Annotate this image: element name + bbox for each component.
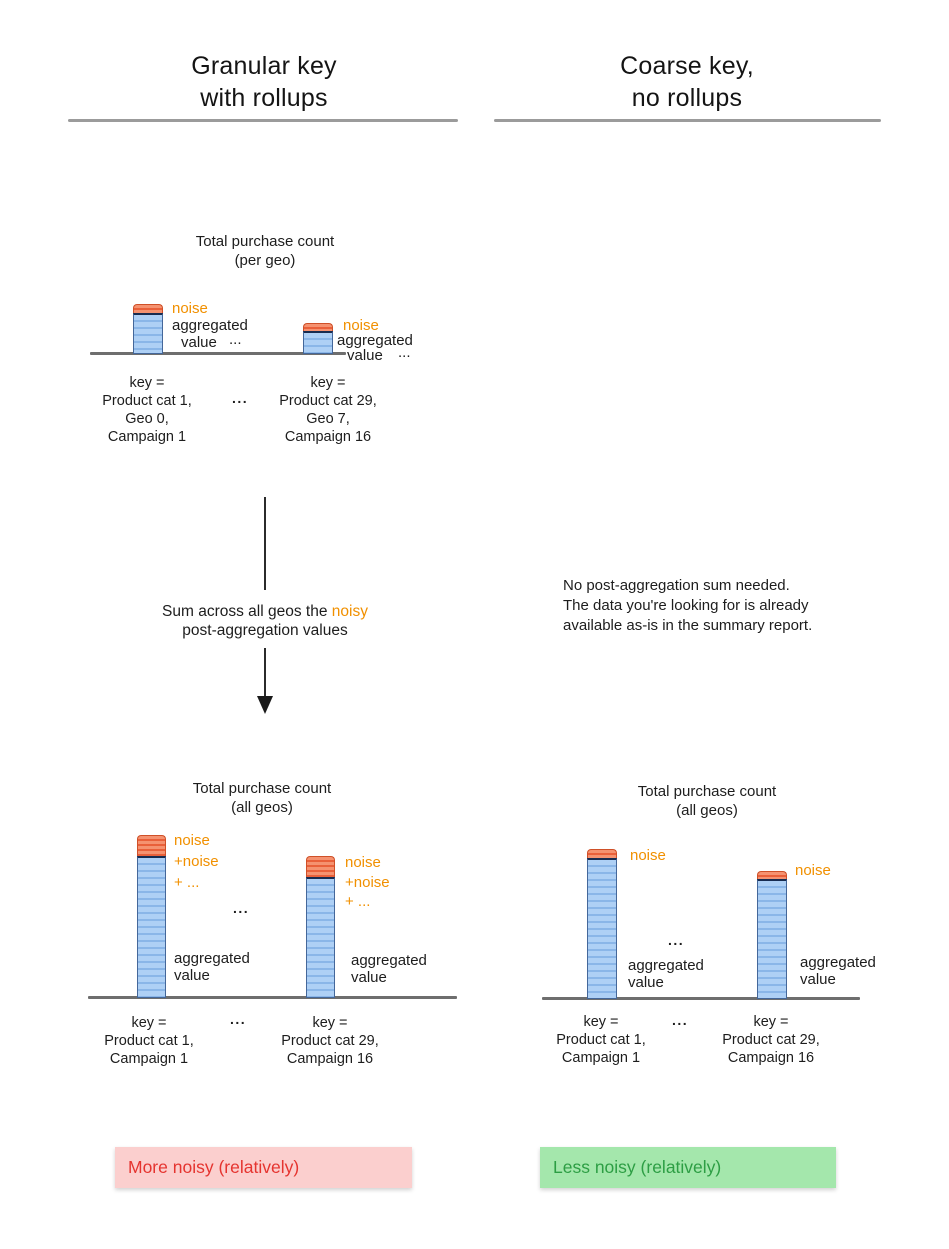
bottom-left-bar-1	[137, 835, 166, 998]
bl-bar2-agg-label1: aggregated	[351, 952, 427, 969]
less-noisy-badge-label: Less noisy (relatively)	[553, 1157, 722, 1177]
top-left-key-2: key = Product cat 29, Geo 7, Campaign 16	[279, 375, 377, 445]
bottom-right-bar-2	[757, 871, 787, 999]
left-header-divider	[68, 119, 458, 122]
sum-caption-noisy: noisy	[331, 603, 368, 620]
bottom-left-key-1: key = Product cat 1, Campaign 1	[104, 1015, 194, 1067]
bl-bar2-agg-label2: value	[351, 969, 387, 986]
aggregated-value-bar	[757, 879, 787, 999]
bottom-left-title-line1: Total purchase count	[192, 780, 332, 797]
top-left-chart-title	[145, 232, 385, 270]
bl-bar1-agg-label2: value	[174, 967, 210, 984]
noise-cap	[757, 871, 787, 879]
top-left-bar1-dots: ...	[229, 331, 242, 348]
sum-caption-line2: post-aggregation values	[182, 622, 348, 639]
top-left-title-line1: Total purchase count	[195, 233, 335, 250]
bottom-left-key-2: key = Product cat 29, Campaign 16	[281, 1015, 379, 1067]
bl-bar1-noise1: noise	[174, 832, 210, 849]
less-noisy-badge	[540, 1147, 836, 1188]
bottom-left-keys-dots: ...	[230, 1011, 247, 1027]
top-left-bar2-agg-label2: value	[347, 347, 383, 364]
right-header-line2: no rollups	[631, 84, 743, 112]
bottom-left-title-line2: (all geos)	[231, 799, 293, 816]
top-left-bar-2	[303, 323, 333, 354]
aggregated-value-bar	[133, 313, 163, 354]
noise-cap	[133, 304, 163, 313]
aggregated-value-bar	[587, 858, 617, 999]
left-header-line2: with rollups	[200, 84, 328, 112]
sum-caption-prefix: Sum across all geos the	[162, 603, 328, 620]
bottom-right-title-line1: Total purchase count	[637, 783, 777, 800]
top-left-title-line2: (per geo)	[234, 252, 296, 269]
noise-cap	[303, 323, 333, 331]
top-left-bar2-noise-label: noise	[343, 317, 379, 334]
bottom-left-bar-2	[306, 856, 335, 998]
right-column-header	[492, 50, 882, 114]
top-left-bar1-agg-label2: value	[181, 334, 217, 351]
br-bar2-agg-label2: value	[800, 971, 836, 988]
bl-bar2-noise2: +noise	[345, 874, 390, 891]
right-header-line1: Coarse key,	[620, 52, 754, 80]
top-left-bar1-noise-label: noise	[172, 300, 208, 317]
stacked-noise-cap	[137, 835, 166, 856]
br-bar1-agg-label2: value	[628, 974, 664, 991]
top-left-key-1: key = Product cat 1, Geo 0, Campaign 1	[102, 375, 192, 445]
top-left-keys-dots: ...	[232, 390, 249, 406]
down-arrowhead-icon	[257, 696, 273, 714]
bl-bar1-agg-label1: aggregated	[174, 950, 250, 967]
bottom-right-bar-1	[587, 849, 617, 999]
bl-bar2-noise1: noise	[345, 854, 381, 871]
aggregated-value-bar	[137, 856, 166, 998]
top-left-bar2-dots: ...	[398, 344, 411, 361]
stacked-noise-cap	[306, 856, 335, 877]
more-noisy-badge-label: More noisy (relatively)	[128, 1157, 300, 1177]
arrow-upper-segment	[264, 497, 266, 590]
top-left-bar1-agg-label1: aggregated	[172, 317, 248, 334]
top-left-bar2-agg-label1: aggregated	[337, 332, 413, 349]
bottom-right-key-2: key = Product cat 29, Campaign 16	[722, 1014, 820, 1066]
bl-bar1-noise2: +noise	[174, 853, 219, 870]
bottom-right-title-line2: (all geos)	[676, 802, 738, 819]
bl-bar1-noise3: + ...	[174, 874, 200, 891]
aggregated-value-bar	[303, 331, 333, 354]
bottom-right-chart-title	[587, 782, 827, 820]
bottom-right-keys-dots: ...	[672, 1012, 689, 1028]
arrow-lower-segment	[264, 648, 266, 697]
aggregated-value-bar	[306, 877, 335, 998]
left-column-header	[70, 50, 458, 114]
right-header-divider	[494, 119, 881, 122]
br-bar1-agg-label1: aggregated	[628, 957, 704, 974]
no-sum-note: No post-aggregation sum needed. The data you're looking for is already available as-is in the summary report.	[563, 577, 813, 634]
bl-mid-dots: ...	[233, 900, 250, 916]
sum-caption	[115, 602, 415, 640]
br-bar2-noise: noise	[795, 862, 831, 879]
left-header-line1: Granular key	[191, 52, 337, 80]
br-bar1-noise: noise	[630, 847, 666, 864]
bottom-right-key-1: key = Product cat 1, Campaign 1	[556, 1014, 646, 1066]
noise-cap	[587, 849, 617, 858]
top-left-bar-1	[133, 304, 163, 354]
br-bar2-agg-label1: aggregated	[800, 954, 876, 971]
br-mid-dots: ...	[668, 932, 685, 948]
bl-bar2-noise3: + ...	[345, 893, 371, 910]
bottom-left-chart-title	[142, 779, 382, 817]
more-noisy-badge	[115, 1147, 412, 1188]
